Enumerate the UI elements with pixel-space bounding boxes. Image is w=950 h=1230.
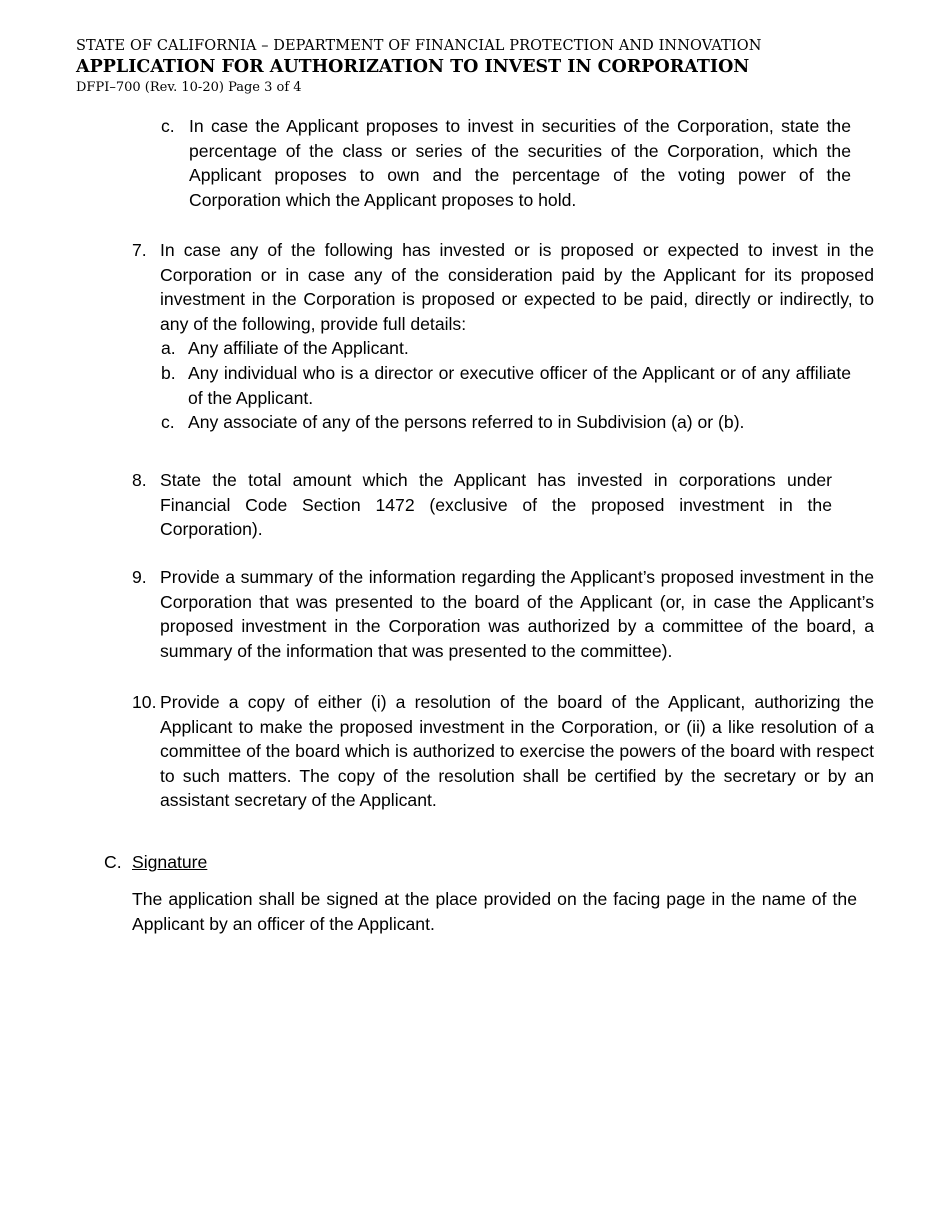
item-7b: [161, 361, 851, 410]
item-marker: 10.: [132, 692, 157, 712]
item-text: State the total amount which the Applicant has invested in corporations under Financial Code Section 1472 (exclusive of the proposed investment in the Corporation).: [160, 470, 832, 540]
item-7: [132, 238, 874, 336]
item-7a: [161, 336, 851, 361]
subitem-text: Any affiliate of the Applicant.: [188, 338, 409, 358]
page-header: [76, 37, 761, 97]
subitem-marker: b.: [161, 363, 176, 383]
item-marker: 8.: [132, 470, 147, 490]
section-c-heading-row: [104, 850, 874, 875]
agency-name: STATE OF CALIFORNIA – DEPARTMENT OF FINANCIAL PROTECTION AND INNOVATION: [76, 38, 762, 54]
subitem-text: Any associate of any of the persons referred to in Subdivision (a) or (b).: [188, 412, 745, 432]
item-9: [132, 565, 874, 663]
item-8: [132, 468, 832, 542]
item-marker: c.: [161, 116, 175, 136]
subitem-text: Any individual who is a director or executive officer of the Applicant or of any affiliate of the Applicant.: [188, 363, 851, 408]
section-marker: C.: [104, 852, 122, 872]
item-7c: [161, 410, 851, 435]
section-c-text: The application shall be signed at the place provided on the facing page in the name of the Applicant by an officer of the Applicant.: [132, 889, 857, 934]
item-marker: 9.: [132, 567, 147, 587]
form-number-page: DFPI–700 (Rev. 10-20) Page 3 of 4: [76, 80, 302, 95]
item-6c: [161, 114, 851, 212]
section-heading: Signature: [132, 852, 208, 872]
item-text: In case any of the following has invested or is proposed or expected to invest in the Corporation or in case any of the consideration paid by the Applicant for its proposed investment in the Corporation is proposed or expected to be paid, directly or indirectly, to any of the following, provide full details:: [160, 240, 874, 334]
form-title: APPLICATION FOR AUTHORIZATION TO INVEST IN CORPORATION: [76, 57, 750, 77]
item-marker: 7.: [132, 240, 147, 260]
item-10: [132, 690, 874, 813]
item-text: In case the Applicant proposes to invest in securities of the Corporation, state the percentage of the class or series of the securities of the Corporation, which the Applicant proposes to own and the percentage of the voting power of the Corporation which the Applicant proposes to hold.: [189, 116, 851, 210]
item-text: Provide a summary of the information regarding the Applicant’s proposed investment in the Corporation that was presented to the board of the Applicant (or, in case the Applicant’s proposed investment in the Corporation was authorized by a committee of the board, a summary of the information that was presented to the committee).: [160, 567, 874, 661]
subitem-marker: a.: [161, 338, 176, 358]
item-text: Provide a copy of either (i) a resolution of the board of the Applicant, authorizing the Applicant to make the proposed investment in the Corporation, or (ii) a like resolution of a committee of the board which is authorized to exercise the powers of the board with respect to such matters. The copy of the resolution shall be certified by the secretary or by an assistant secretary of the Applicant.: [160, 692, 874, 811]
subitem-marker: c.: [161, 412, 175, 432]
